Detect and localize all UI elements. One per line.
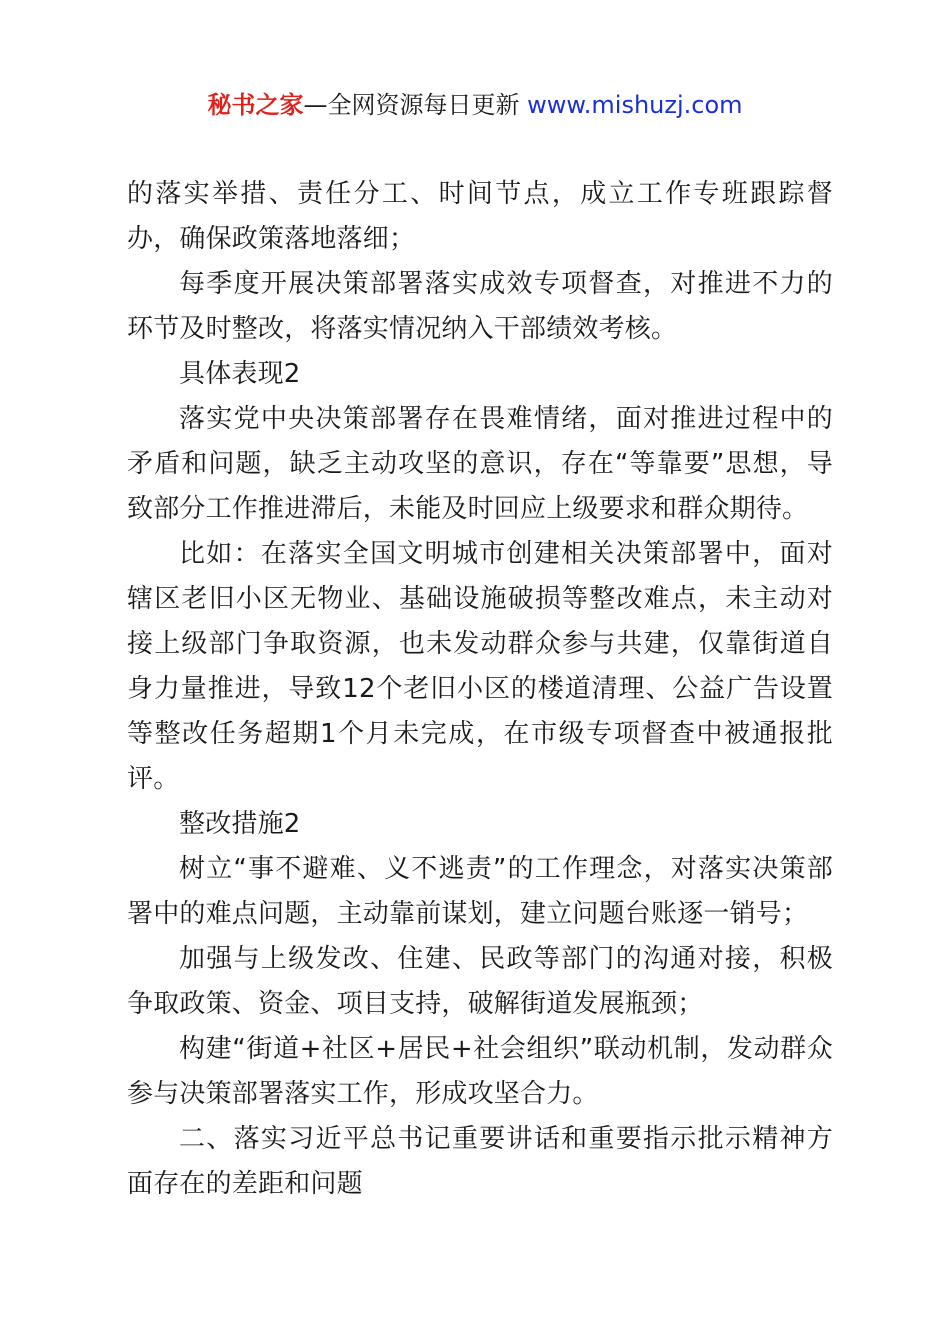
paragraph: 比如：在落实全国文明城市创建相关决策部署中，面对辖区老旧小区无物业、基础设施破损等整改难点，未主动对接上级部门争取资源，也未发动群众参与共建，仅靠街道自身力量推进，导致12个老旧小区的楼道清理、公益广告设置等整改任务超期1个月未完成，在市级专项督查中被通报批评。 [127, 539, 833, 794]
site-tagline: —全网资源每日更新 [303, 91, 528, 119]
paragraph: 树立“事不避难、义不逃责”的工作理念，对落实决策部署中的难点问题，主动靠前谋划，建立问题台账逐一销号； [127, 854, 833, 929]
paragraph: 构建“街道+社区+居民+社会组织”联动机制，发动群众参与决策部署落实工作，形成攻坚合力。 [127, 1034, 833, 1109]
section-heading: 具体表现2 [179, 359, 301, 389]
paragraph: 每季度开展决策部署落实成效专项督查，对推进不力的环节及时整改，将落实情况纳入干部绩效考核。 [127, 269, 833, 344]
paragraph: 落实党中央决策部署存在畏难情绪，面对推进过程中的矛盾和问题，缺乏主动攻坚的意识，存在“等靠要”思想，导致部分工作推进滞后，未能及时回应上级要求和群众期待。 [127, 404, 833, 524]
section-heading: 整改措施2 [179, 809, 301, 839]
paragraph: 加强与上级发改、住建、民政等部门的沟通对接，积极争取政策、资金、项目支持，破解街道发展瓶颈； [127, 944, 833, 1019]
site-brand: 秘书之家 [207, 91, 304, 119]
paragraph: 的落实举措、责任分工、时间节点，成立工作专班跟踪督办，确保政策落地落细； [127, 179, 833, 254]
section-heading: 二、落实习近平总书记重要讲话和重要指示批示精神方面存在的差距和问题 [127, 1124, 833, 1199]
site-header [0, 88, 950, 122]
site-url[interactable]: www.mishuzj.com [527, 91, 743, 119]
document-body [127, 172, 833, 1207]
